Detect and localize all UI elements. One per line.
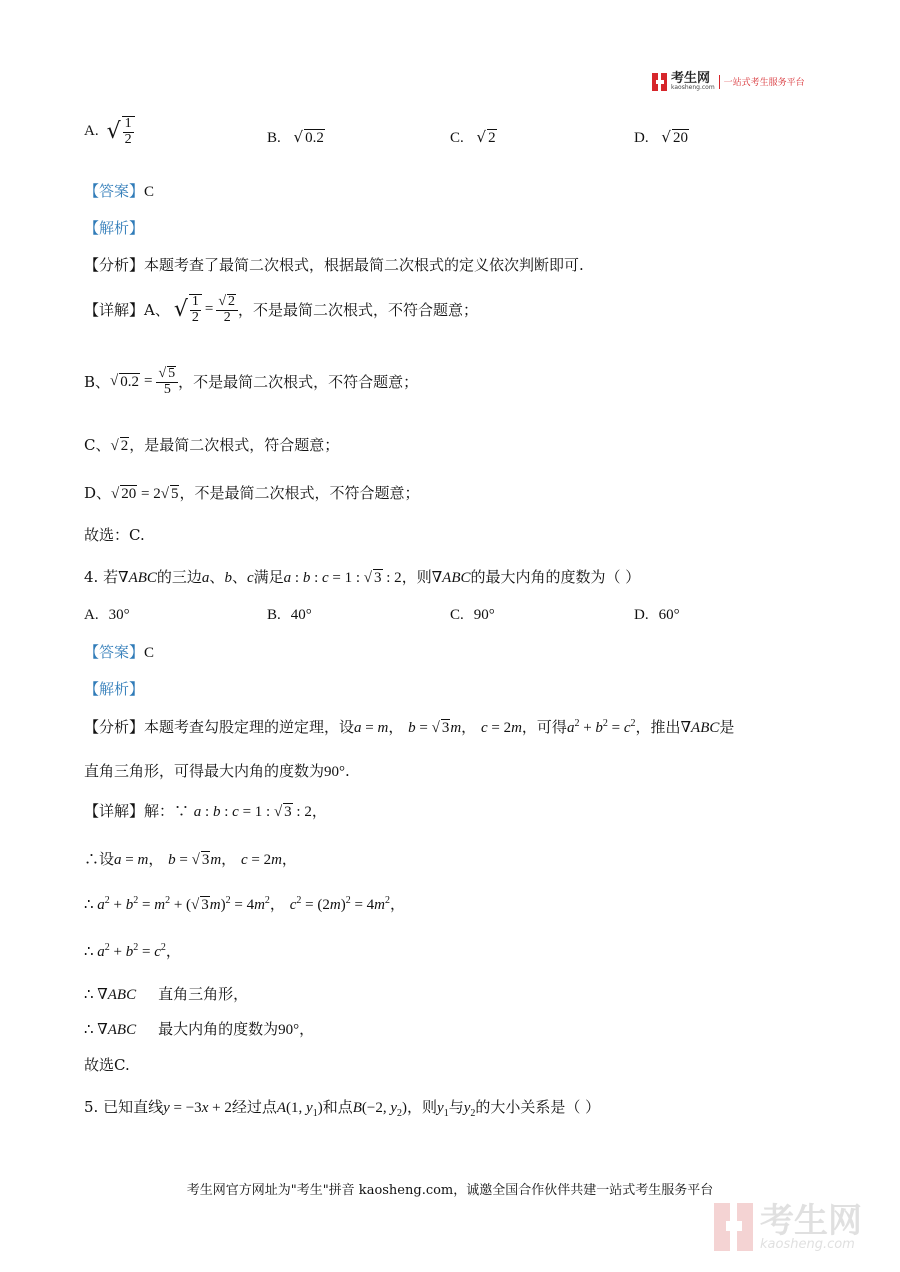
header-divider xyxy=(719,75,720,89)
watermark-domain: kaosheng.com xyxy=(760,1236,855,1252)
watermark-logo xyxy=(714,1200,862,1252)
q4-analysis-tag: 【解析】 xyxy=(84,680,145,698)
q4-detail-line2: ∴设a = m， b = √ 3m， c = 2m， xyxy=(84,850,297,868)
q4-detail-line4: ∴ $a^2 + b^2 = c^2$， xyxy=(84,942,181,960)
q3-answer: 【答案】C xyxy=(84,182,155,200)
q5-stem: 5. 已知直线y = −3x + 2经过点A(1, $y_1$)和点B(−2, $y_2$)，则$y_1$与$y_2$的大小关系是（ ） xyxy=(84,1098,601,1119)
q3-detail-a: 【详解】A、 √ $\frac{1}{2}$ = $\frac{√ 2}{2}$ ，不是最简二次根式，不符合题意； xyxy=(84,294,479,325)
q4-option-b: B. 40° xyxy=(267,607,312,623)
q3-option-a: A. √ $\frac{1}{2}$ xyxy=(84,116,135,147)
watermark-logo-icon xyxy=(714,1203,754,1251)
q4-option-c: C. 90° xyxy=(450,607,495,623)
q4-stem: 4. 若∇ABC的三边a、b、c满足a : b : c = 1 : √ 3 : 2，则∇ABC的最大内角的度数为（ ） xyxy=(84,568,641,586)
q4-detail-line6: ∴ ∇ABC 最大内角的度数为90°， xyxy=(84,1020,315,1038)
q4-detail-line5: ∴ ∇ABC 直角三角形， xyxy=(84,985,249,1003)
header-slogan: 一站式考生服务平台 xyxy=(723,78,805,88)
q3-detail-d: D、√ 20 = 2√ 5，不是最简二次根式，不符合题意； xyxy=(84,484,420,502)
logo-text: 考生网 xyxy=(671,71,711,86)
q4-detail-line1: 【详解】解：∵ a : b : c = 1 : √ 3 : 2， xyxy=(84,802,327,820)
q4-fenxi-line1: 【分析】本题考查勾股定理的逆定理，设a = m， b = √ 3m， c = 2m，可得$a^2 + b^2 = c^2$，推出∇ABC是 xyxy=(84,718,735,736)
q4-detail-line3: ∴ $a^2 + b^2 = m^2$ + (√ $3m)^2 = 4m^2$， $c^2 = (2m)^2 = 4m^2$， xyxy=(84,895,406,913)
watermark-text: 考生网 xyxy=(760,1200,862,1241)
q4-fenxi-line2: 直角三角形，可得最大内角的度数为90°. xyxy=(84,762,350,780)
q3-detail-c: C、√ 2，是最简二次根式，符合题意； xyxy=(84,436,340,454)
q4-option-d: D. 60° xyxy=(634,607,680,623)
q4-conclusion: 故选C. xyxy=(84,1056,130,1074)
q3-detail-b: B、 √ 0.2 = $\frac{√ 5}{5}$ ，不是最简二次根式，不符合题意； xyxy=(84,366,419,397)
header-logo[interactable] xyxy=(652,72,805,91)
q3-option-c: C. √ 2 xyxy=(450,128,496,146)
q3-option-d: D. √ 20 xyxy=(634,128,688,146)
q3-fenxi: 【分析】本题考查了最简二次根式，根据最简二次根式的定义依次判断即可. xyxy=(84,256,584,274)
kaosheng-logo-icon xyxy=(652,73,668,91)
q4-answer: 【答案】C xyxy=(84,643,155,661)
footer-text[interactable]: 考生网官方网址为"考生"拼音 kaosheng.com，诚邀全国合作伙伴共建一站式考生服务平台 xyxy=(186,1183,714,1198)
q3-conclusion: 故选：C. xyxy=(84,526,145,544)
q4-option-a: A. 30° xyxy=(84,607,130,623)
q3-option-b: B. √ 0.2 xyxy=(267,128,324,146)
q3-analysis-tag: 【解析】 xyxy=(84,219,145,237)
logo-domain: kaosheng.com xyxy=(671,84,715,91)
